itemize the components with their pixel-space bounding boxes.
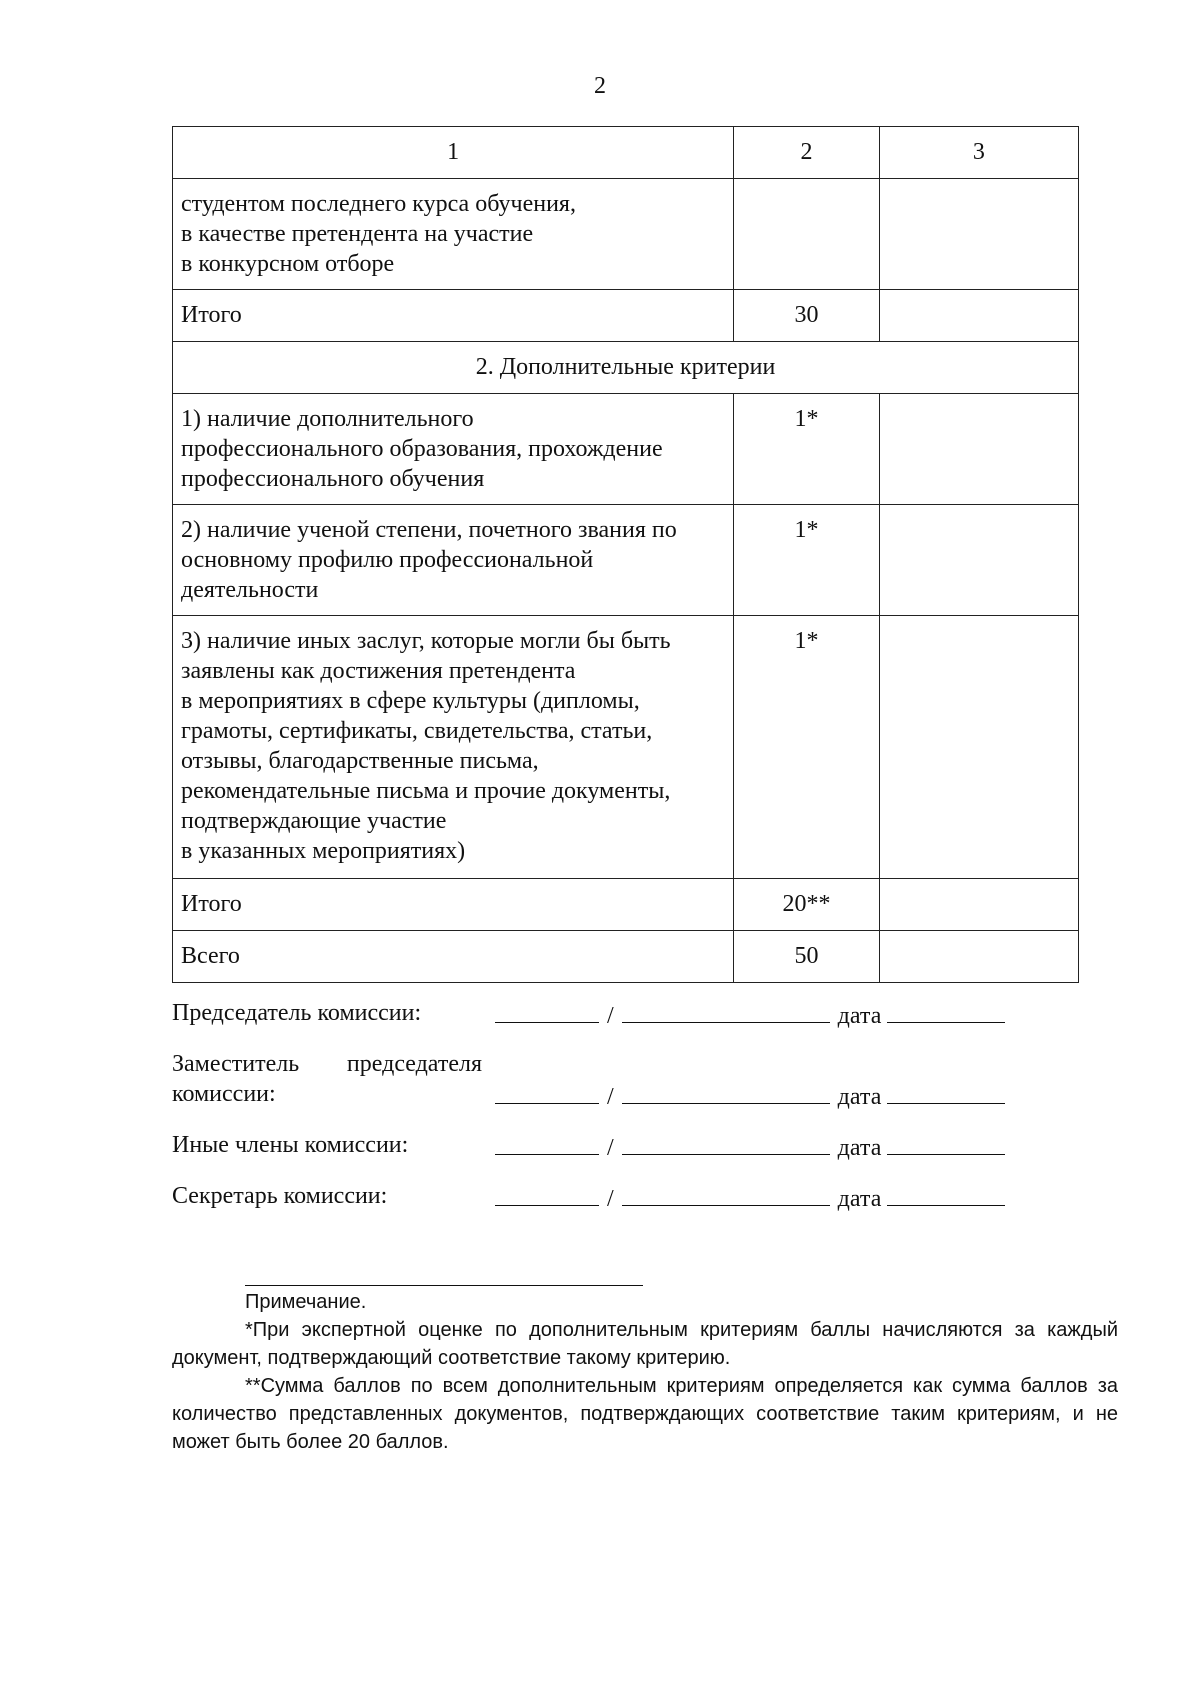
- signature-fields: [495, 998, 1005, 1031]
- subtotal-row: [173, 879, 1079, 931]
- total-row: [173, 931, 1079, 983]
- page-number: 2: [594, 73, 606, 99]
- assessment-cell: [879, 616, 1078, 879]
- total-label: Всего: [173, 931, 734, 983]
- score-cell: [734, 179, 880, 290]
- slash-separator: /: [607, 1135, 614, 1161]
- slash-separator: /: [607, 1003, 614, 1029]
- criterion-text-line: в указанных мероприятиях): [181, 838, 466, 864]
- date-label: дата: [837, 1186, 882, 1212]
- notes-title: Примечание.: [245, 1291, 367, 1313]
- criterion-text-line: в конкурсном отборе: [181, 251, 395, 277]
- assessment-cell: [879, 505, 1078, 616]
- signature-label-word: председателя: [346, 1051, 482, 1077]
- name-blank: [622, 1079, 830, 1104]
- criterion-text-line: отзывы, благодарственные письма,: [181, 748, 539, 774]
- score-cell: 1*: [734, 505, 880, 616]
- signature-label: Секретарь комиссии:: [172, 1183, 388, 1209]
- section-title: 2. Дополнительные критерии: [173, 342, 1079, 394]
- criterion-item: [173, 505, 734, 616]
- criterion-continuation: [173, 179, 734, 290]
- signature-fields: [495, 1130, 1005, 1163]
- criterion-item: [173, 394, 734, 505]
- criterion-text-line: профессионального обучения: [181, 466, 485, 492]
- assessment-cell: [879, 290, 1078, 342]
- footnote-single-asterisk: *При экспертной оценке по дополнительным критериям баллы начисляются за каждый документ, подтверждающий соответствие такому критерию.: [172, 1319, 1118, 1369]
- table-header-row: [173, 127, 1079, 179]
- score-cell: 1*: [734, 616, 880, 879]
- date-label: дата: [837, 1084, 882, 1110]
- criterion-text-line: деятельности: [181, 577, 319, 603]
- assessment-cell: [879, 179, 1078, 290]
- subtotal-label: Итого: [173, 879, 734, 931]
- footnote-double-asterisk: **Сумма баллов по всем дополнительным критериям определяется как сумма баллов за количество представленных документов, подтверждающих соответствие таким критериям, и не может быть более 20 баллов.: [172, 1375, 1118, 1453]
- subtotal-row: [173, 290, 1079, 342]
- criterion-text-line: 3) наличие иных заслуг, которые могли бы быть: [181, 628, 671, 654]
- total-value: 50: [734, 931, 880, 983]
- signature-label-line2: комиссии:: [172, 1081, 276, 1107]
- criterion-text-line: 1) наличие дополнительного: [181, 406, 474, 432]
- criterion-text-line: студентом последнего курса обучения,: [181, 191, 576, 217]
- subtotal-value: 20**: [734, 879, 880, 931]
- name-blank: [622, 1130, 830, 1155]
- date-blank: [887, 1181, 1005, 1206]
- slash-separator: /: [607, 1186, 614, 1212]
- signature-label-word: Заместитель: [172, 1051, 300, 1077]
- criterion-text-line: грамоты, сертификаты, свидетельства, статьи,: [181, 718, 653, 744]
- column-header-1: 1: [173, 127, 734, 179]
- section-header-row: [173, 342, 1079, 394]
- assessment-cell: [879, 879, 1078, 931]
- date-label: дата: [837, 1135, 882, 1161]
- subtotal-value: 30: [734, 290, 880, 342]
- date-blank: [887, 998, 1005, 1023]
- signature-label: Иные члены комиссии:: [172, 1132, 409, 1158]
- signature-blank: [495, 1130, 599, 1155]
- slash-separator: /: [607, 1084, 614, 1110]
- name-blank: [622, 998, 830, 1023]
- table-row: [173, 616, 1079, 879]
- criterion-text-line: рекомендательные письма и прочие документы,: [181, 778, 671, 804]
- signature-row-members: [172, 1130, 1072, 1160]
- criterion-text-line: в мероприятиях в сфере культуры (дипломы,: [181, 688, 640, 714]
- signature-row-secretary: [172, 1181, 1072, 1211]
- criterion-text-line: основному профилю профессиональной: [181, 547, 594, 573]
- name-blank: [622, 1181, 830, 1206]
- column-header-3: 3: [879, 127, 1078, 179]
- criterion-text-line: профессионального образования, прохождение: [181, 436, 663, 462]
- footnote-divider: [245, 1285, 643, 1286]
- signature-block: [172, 998, 1072, 1232]
- signature-blank: [495, 998, 599, 1023]
- signature-label: [172, 1049, 482, 1079]
- criterion-item: [173, 616, 734, 879]
- criterion-text-line: в качестве претендента на участие: [181, 221, 534, 247]
- signature-label: Председатель комиссии:: [172, 1000, 422, 1026]
- assessment-cell: [879, 931, 1078, 983]
- date-label: дата: [837, 1003, 882, 1029]
- signature-blank: [495, 1181, 599, 1206]
- criterion-text-line: подтверждающие участие: [181, 808, 447, 834]
- footnotes: [172, 1288, 1118, 1456]
- criterion-text-line: заявлены как достижения претендента: [181, 658, 576, 684]
- signature-row-deputy: [172, 1049, 1072, 1109]
- table-row: [173, 179, 1079, 290]
- signature-blank: [495, 1079, 599, 1104]
- assessment-cell: [879, 394, 1078, 505]
- subtotal-label: Итого: [173, 290, 734, 342]
- score-cell: 1*: [734, 394, 880, 505]
- date-blank: [887, 1130, 1005, 1155]
- column-header-2: 2: [734, 127, 880, 179]
- signature-row-chairman: [172, 998, 1072, 1028]
- signature-fields: [495, 1079, 1005, 1112]
- criteria-table: [172, 126, 1079, 983]
- date-blank: [887, 1079, 1005, 1104]
- table-row: [173, 505, 1079, 616]
- table-row: [173, 394, 1079, 505]
- signature-fields: [495, 1181, 1005, 1214]
- criterion-text-line: 2) наличие ученой степени, почетного звания по: [181, 517, 677, 543]
